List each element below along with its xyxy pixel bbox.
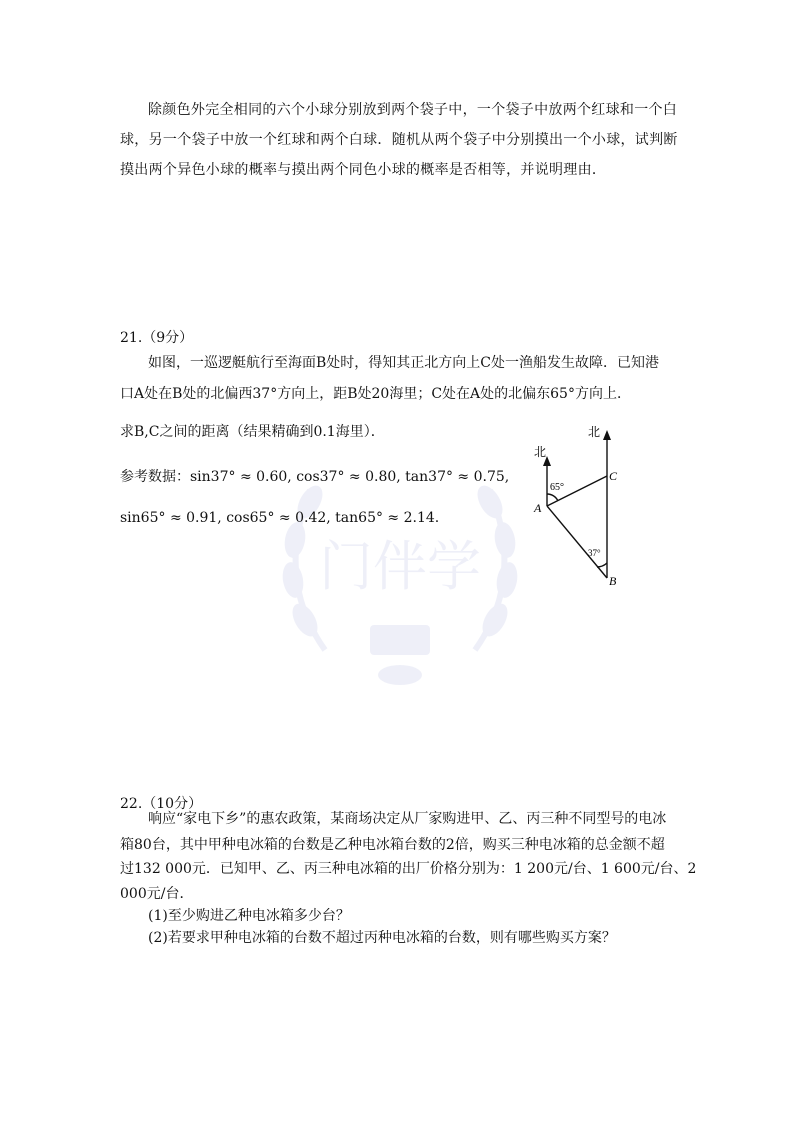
q21-diagram [520,420,630,590]
q22-line-1: 响应“家电下乡”的惠农政策，某商场决定从厂家购进甲、乙、丙三种不同型号的电冰 [148,811,667,827]
label-b: B [609,574,617,588]
q21-reference-data-2: sin65° ≈ 0.91, cos65° ≈ 0.42, tan65° ≈ 2.14. [120,510,440,526]
label-north-2: 北 [588,425,601,439]
angle-arc-b [597,563,607,567]
q22-subquestion-2: (2)若要求甲种电冰箱的台数不超过丙种电冰箱的台数，则有哪些购买方案？ [148,930,616,946]
q21-line-3: 求B,C之间的距离（结果精确到0.1海里）． [120,424,385,440]
svg-text:门伴学: 门伴学 [319,535,481,598]
q21-heading: 21.（9分） [120,330,194,346]
label-angle-37: 37° [588,548,601,558]
q22-line-2: 箱80台，其中甲种电冰箱的台数是乙种电冰箱台数的2倍，购买三种电冰箱的总金额不超 [120,837,665,853]
label-angle-65: 65° [550,482,564,493]
arrowhead-b [603,430,611,440]
q21-line-1: 如图，一巡逻艇航行至海面B处时，得知其正北方向上C处一渔船发生故障．已知港 [148,355,659,371]
q22-heading: 22.（10分） [120,796,203,812]
label-north-1: 北 [534,445,547,459]
label-a: A [534,501,542,515]
q21-line-2: 口A处在B处的北偏西37°方向上，距B处20海里；C处在A处的北偏东65°方向上． [120,386,631,402]
label-c: C [609,469,618,483]
intro-paragraph: 除颜色外完全相同的六个小球分别放到两个袋子中，一个袋子中放两个红球和一个白球，另一个袋子中放一个红球和两个白球．随机从两个袋子中分别摸出一个小球，试判断摸出两个异色小球的概率与摸出两个同色小球的概率是否相等，并说明理由． [120,102,678,178]
q22-line-4: 000元/台． [120,886,194,902]
q22-subquestion-1: (1)至少购进乙种电冰箱多少台？ [148,908,350,924]
q22-line-3: 过132 000元．已知甲、乙、丙三种电冰箱的出厂价格分别为：1 200元/台、1 600元/台、2 [120,861,697,877]
angle-arc-a [547,494,558,501]
q21-reference-data-1: 参考数据：sin37° ≈ 0.60, cos37° ≈ 0.80, tan37° ≈ 0.75, [120,469,510,485]
